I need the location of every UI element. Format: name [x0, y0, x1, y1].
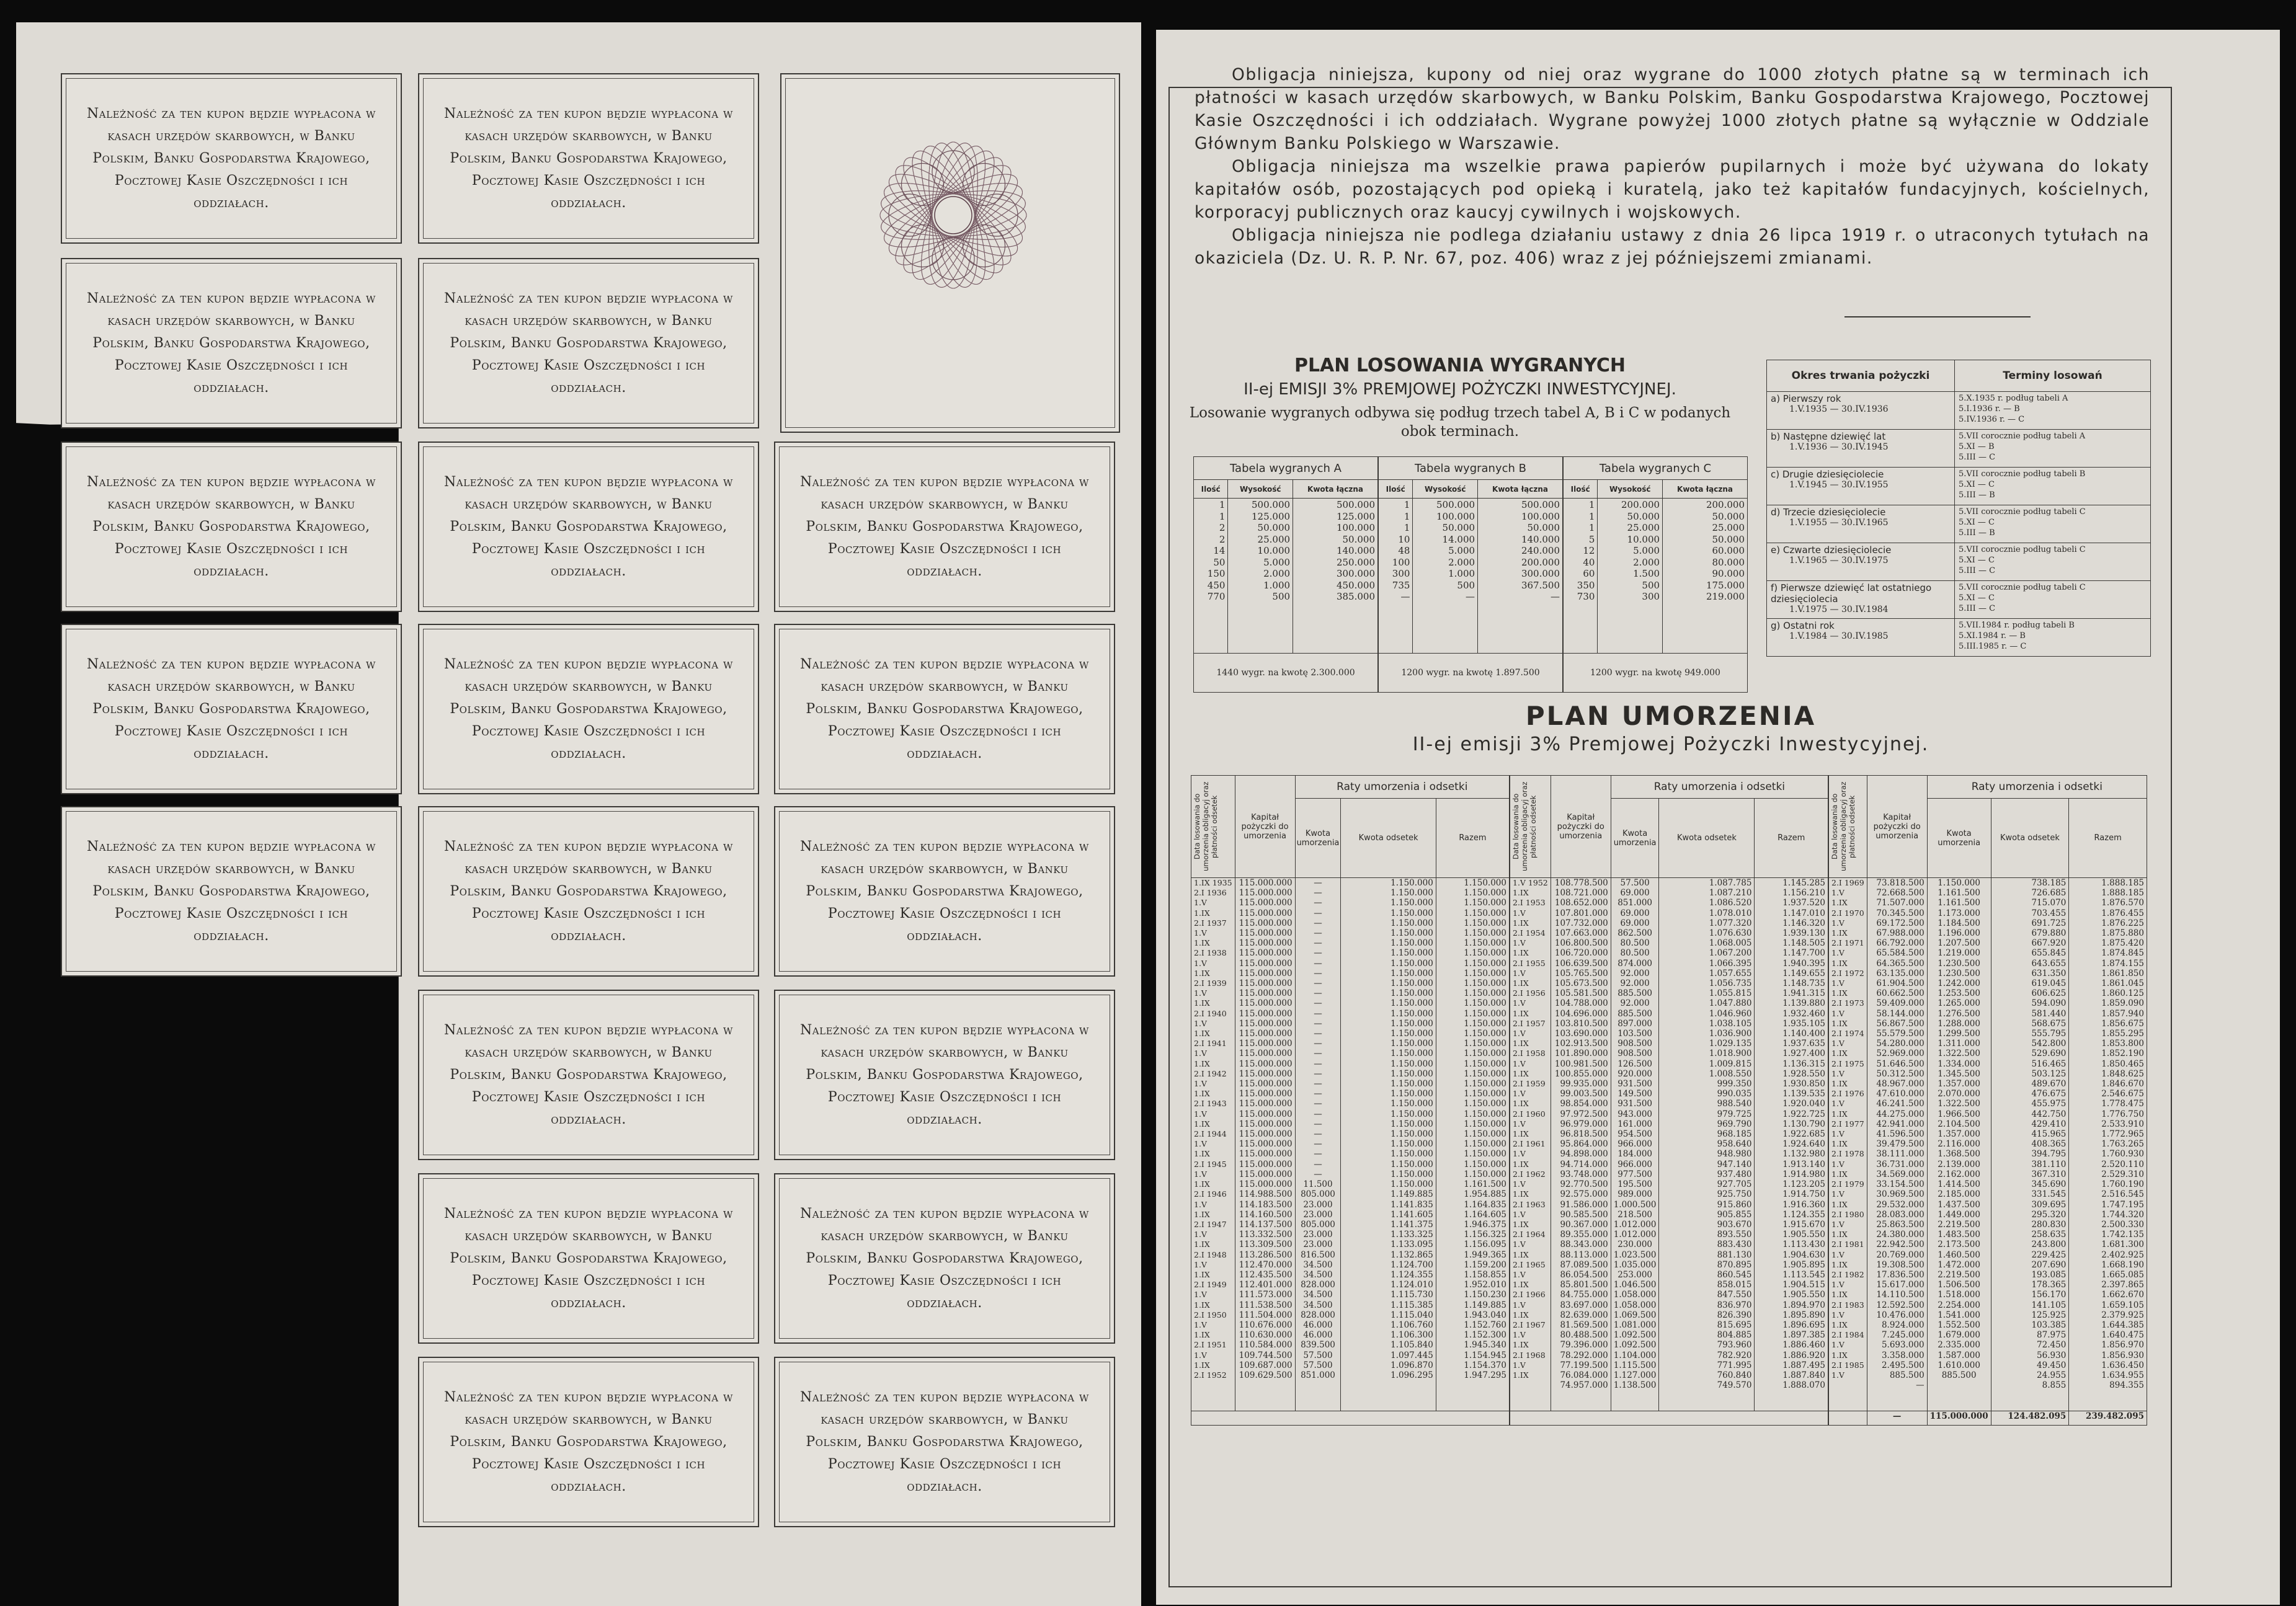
prize-amounts: 500.000 125.000 50.000 25.000 10.000 5.000 2.000 1.000 500: [1228, 499, 1293, 654]
col-interest: Kwota odsetek: [1659, 799, 1755, 878]
coupon-text: Należność za ten kupon będzie wypłacona w kasach urzędów skarbowych, w Banku Polskim, Banku Gospodarstwa Krajowego, Pocztowej Kasie Oszczędności i ich oddziałach.: [800, 838, 1089, 944]
draw-terms: 5.VII corocznie podług tabeli C 5.XI — C 5.III — B: [1955, 505, 2151, 543]
draw-terms: 5.VII corocznie podług tabeli B 5.XI — C 5.III — B: [1955, 468, 2151, 505]
prize-table-caption: Tabela wygranych A: [1194, 457, 1378, 480]
terms-paragraph-3: Obligacja niniejsza nie podlega działaniu ustawy z dnia 26 lipca 1919 r. o utraconych tytułach na okaziciela (Dz. U. R. P. Nr. 67, poz. 406) wraz z jej późniejszemi zmianami.: [1195, 226, 2150, 268]
col-date: Data losowania do umorzenia obligacyj oraz płatności odsetek: [1193, 781, 1219, 872]
col-amort: Kwota umorzenia: [1295, 799, 1341, 878]
guilloche-rosette-icon: [873, 135, 1034, 296]
prize-amounts: 200.000 50.000 25.000 10.000 5.000 2.000 1.500 500 300: [1598, 499, 1663, 654]
dates-column: 2.I 1969 1.V 1.IX 2.I 1970 1.V 1.IX 2.I 1971 1.V 1.IX 2.I 1972 1.V 1.IX 2.I 1973 1.V 1.IX 2.I 1974 1.V 1.IX 2.I 1975 1.V 1.IX 2.I 1976 1.V 1.IX 2.I 1977 1.V 1.IX 2.I 1978 1.V 1.IX 2.I 1979 1.V 1.IX 2.I 1980 1.V 1.IX 2.I 1981 1.V 1.IX 2.I 1982 1.V 1.IX 2.I 1983 1.V 1.IX 2.I 1984 1.V 1.IX 2.I 1985 1.V: [1829, 878, 1867, 1411]
prize-table-footer: 1440 wygr. na kwotę 2.300.000: [1194, 654, 1378, 693]
draw-terms: 5.X.1935 r. podług tabeli A 5.I.1936 r. — B 5.IV.1936 r. — C: [1955, 392, 2151, 430]
period-cell: [1767, 430, 1955, 468]
capital-column: 73.818.500 72.668.500 71.507.000 70.345.500 69.172.500 67.988.000 66.792.000 65.584.500 64.365.500 63.135.000 61.904.500 60.662.500 59.409.000 58.144.000 56.867.500 55.579.500 54.280.000 52.969.000 51.646.500 50.312.500 48.967.000 47.610.000 46.241.500 44.275.000 42.941.000 41.596.500 39.479.500 38.111.000 36.731.000 34.569.000 33.154.500 30.969.500 29.532.000 28.083.000 25.863.500 24.380.000 22.942.500 20.769.000 19.308.500 17.836.500 15.617.000 14.110.500 12.592.500 10.476.000 8.924.000 7.245.000 5.693.000 3.358.000 2.495.500 885.500 —: [1867, 878, 1927, 1411]
amortization-table: [1191, 775, 1510, 1426]
coupon-text: Należność za ten kupon będzie wypłacona w kasach urzędów skarbowych, w Banku Polskim, Banku Gospodarstwa Krajowego, Pocztowej Kasie Oszczędności i ich oddziałach.: [444, 474, 733, 579]
prize-table-caption: Tabela wygranych C: [1564, 457, 1748, 480]
sum-amort: 115.000.000: [1927, 1411, 1991, 1426]
col-total: Razem: [1436, 799, 1509, 878]
col-amount: Wysokość: [1413, 480, 1478, 499]
col-amount: Wysokość: [1598, 480, 1663, 499]
coupon: [418, 1357, 759, 1527]
rosette-panel: [780, 73, 1120, 433]
col-total: Kwota łączna: [1293, 480, 1378, 499]
amort-column: 1.150.000 1.161.500 1.161.500 1.173.000 1.184.500 1.196.000 1.207.500 1.219.000 1.230.500 1.230.500 1.242.000 1.253.500 1.265.000 1.276.500 1.288.000 1.299.500 1.311.000 1.322.500 1.334.000 1.345.500 1.357.000 2.070.000 1.322.500 1.966.500 2.104.500 1.357.000 2.116.000 1.368.500 2.139.000 2.162.000 1.414.500 2.185.000 1.437.500 1.449.000 2.219.500 1.483.500 2.173.500 1.460.500 1.472.000 2.219.500 1.506.500 1.518.000 2.254.000 1.541.000 1.552.500 1.679.000 2.335.000 1.587.000 1.610.000 885.500: [1927, 878, 1991, 1411]
col-capital: Kapitał pożyczki do umorzenia: [1551, 776, 1611, 878]
coupon-border: [66, 263, 397, 424]
coupon: [774, 806, 1115, 977]
coupon: [418, 624, 759, 794]
draw-terms: 5.VII corocznie podług tabeli A 5.XI — B 5.III — C: [1955, 430, 2151, 468]
prize-counts: 1 1 1 10 48 100 300 735 —: [1379, 499, 1413, 654]
coupon-text: Należność za ten kupon będzie wypłacona w kasach urzędów skarbowych, w Banku Polskim, Banku Gospodarstwa Krajowego, Pocztowej Kasie Oszczędności i ich oddziałach.: [87, 656, 376, 761]
period-dates: 1.V.1965 — 30.IV.1975: [1789, 556, 1889, 566]
coupon: [61, 806, 402, 977]
coupon: [774, 1357, 1115, 1527]
schedule-row: [1767, 505, 2151, 543]
period-cell: [1767, 619, 1955, 657]
coupon-text: Należność za ten kupon będzie wypłacona w kasach urzędów skarbowych, w Banku Polskim, Banku Gospodarstwa Krajowego, Pocztowej Kasie Oszczędności i ich oddziałach.: [87, 838, 376, 944]
dates-column: 1.IX 1935 2.I 1936 1.V 1.IX 2.I 1937 1.V 1.IX 2.I 1938 1.V 1.IX 2.I 1939 1.V 1.IX 2.I 1940 1.V 1.IX 2.I 1941 1.V 1.IX 2.I 1942 1.V 1.IX 2.I 1943 1.V 1.IX 2.I 1944 1.V 1.IX 2.I 1945 1.V 1.IX 2.I 1946 1.V 1.IX 2.I 1947 1.V 1.IX 2.I 1948 1.V 1.IX 2.I 1949 1.V 1.IX 2.I 1950 1.V 1.IX 2.I 1951 1.V 1.IX 2.I 1952: [1191, 878, 1235, 1411]
amort-column: — — — — — — — — — — — — — — — — — — — — — — — — — — — — — — 11.500 805.000 23.000 23.000 805.000 23.000 23.000 816.500 34.500 34.500 828.000 34.500 34.500 828.000 46.000 46.000 839.500 57.500 57.500 851.000: [1295, 878, 1341, 1411]
capital-column: 108.778.500 108.721.000 108.652.000 107.801.000 107.732.000 107.663.000 106.800.500 106.720.000 106.639.500 105.765.500 105.673.500 105.581.500 104.788.000 104.696.000 103.810.500 103.690.000 102.913.500 101.890.000 100.981.500 100.855.000 99.935.000 99.003.500 98.854.000 97.972.500 96.979.000 96.818.500 95.864.000 94.898.000 94.714.000 93.748.000 92.770.500 92.575.000 91.586.000 90.585.500 90.367.000 89.355.000 88.343.000 88.113.000 87.089.500 86.054.500 85.801.500 84.755.000 83.697.000 82.639.000 81.569.500 80.488.500 79.396.000 78.292.000 77.199.500 76.084.000 74.957.000: [1551, 878, 1611, 1411]
prize-table-footer: 1200 wygr. na kwotę 949.000: [1564, 654, 1748, 693]
coupon-text: Należność za ten kupon będzie wypłacona w kasach urzędów skarbowych, w Banku Polskim, Banku Gospodarstwa Krajowego, Pocztowej Kasie Oszczędności i ich oddziałach.: [444, 105, 733, 211]
schedule-row: [1767, 430, 2151, 468]
coupon-border: [423, 1362, 754, 1522]
coupon-border: [66, 78, 397, 239]
prize-table-footer: 1200 wygr. na kwotę 1.897.500: [1379, 654, 1563, 693]
coupon-border: [779, 1362, 1110, 1522]
col-date: Data losowania do umorzenia obligacyj oraz płatności odsetek: [1511, 781, 1537, 872]
coupon-text: Należność za ten kupon będzie wypłacona w kasach urzędów skarbowych, w Banku Polskim, Banku Gospodarstwa Krajowego, Pocztowej Kasie Oszczędności i ich oddziałach.: [444, 1389, 733, 1494]
col-rates: Raty umorzenia i odsetki: [1927, 776, 2147, 799]
amortization-title: PLAN UMORZENIA: [1525, 701, 1817, 731]
prize-amounts: 500.000 100.000 50.000 14.000 5.000 2.000 1.000 500 —: [1413, 499, 1478, 654]
col-total: Razem: [2069, 799, 2147, 878]
prize-table-b: [1378, 456, 1563, 693]
prize-table-a: [1193, 456, 1378, 693]
coupon: [418, 73, 759, 244]
draw-terms: 5.VII corocznie podług tabeli C 5.XI — C 5.III — C: [1955, 543, 2151, 581]
terms-text: [1195, 63, 2150, 270]
coupon-text: Należność za ten kupon będzie wypłacona w kasach urzędów skarbowych, w Banku Polskim, Banku Gospodarstwa Krajowego, Pocztowej Kasie Oszczędności i ich oddziałach.: [87, 474, 376, 579]
coupon-border: [423, 995, 754, 1155]
terms-paragraph-1: Obligacja niniejsza, kupony od niej oraz wygrane do 1000 złotych płatne są w terminach ich płatności w kasach urzędów skarbowych, w Banku Polskim, Banku Gospodarstwa Krajowego, Pocztowej Kasie Oszczędności i ich oddziałach. Wygrane powyżej 1000 złotych płatne są wyłącznie w Oddziale Głównym Banku Polskiego w Warszawie.: [1195, 65, 2150, 153]
col-count: Ilość: [1564, 480, 1598, 499]
coupon: [418, 441, 759, 612]
coupon: [61, 624, 402, 794]
col-rates: Raty umorzenia i odsetki: [1295, 776, 1509, 799]
lottery-plan-title: PLAN LOSOWANIA WYGRANYCH: [1294, 355, 1626, 376]
period-dates: 1.V.1935 — 30.IV.1936: [1789, 404, 1889, 414]
coupon-border: [779, 629, 1110, 789]
total-column: 1.888.185 1.888.185 1.876.570 1.876.455 1.876.225 1.875.880 1.875.420 1.874.845 1.874.155 1.861.850 1.861.045 1.860.125 1.859.090 1.857.940 1.856.675 1.855.295 1.853.800 1.852.190 1.850.465 1.848.625 1.846.670 2.546.675 1.778.475 1.776.750 2.533.910 1.772.965 1.763.265 1.760.930 2.520.110 2.529.310 1.760.190 2.516.545 1.747.195 1.744.320 2.500.330 1.742.135 1.681.300 2.402.925 1.668.190 1.665.085 2.397.865 1.662.670 1.659.105 2.379.925 1.644.385 1.640.475 1.856.970 1.856.930 1.636.450 1.634.955 894.355: [2069, 878, 2147, 1411]
prize-table-c: [1563, 456, 1748, 693]
coupon: [774, 990, 1115, 1160]
coupon-text: Należność za ten kupon będzie wypłacona w kasach urzędów skarbowych, w Banku Polskim, Banku Gospodarstwa Krajowego, Pocztowej Kasie Oszczędności i ich oddziałach.: [87, 105, 376, 211]
interest-column: 1.150.000 1.150.000 1.150.000 1.150.000 1.150.000 1.150.000 1.150.000 1.150.000 1.150.000 1.150.000 1.150.000 1.150.000 1.150.000 1.150.000 1.150.000 1.150.000 1.150.000 1.150.000 1.150.000 1.150.000 1.150.000 1.150.000 1.150.000 1.150.000 1.150.000 1.150.000 1.150.000 1.150.000 1.150.000 1.150.000 1.150.000 1.149.885 1.141.835 1.141.605 1.141.375 1.133.325 1.133.095 1.132.865 1.124.700 1.124.355 1.124.010 1.115.730 1.115.385 1.115.040 1.106.760 1.106.300 1.105.840 1.097.445 1.096.870 1.096.295: [1341, 878, 1436, 1411]
period-dates: 1.V.1945 — 30.IV.1955: [1789, 480, 1889, 490]
period-name: d) Trzecie dziesięciolecie: [1771, 507, 1886, 518]
period-name: a) Pierwszy rok: [1771, 393, 1841, 404]
sum-interest: 124.482.095: [1991, 1411, 2069, 1426]
sum-total: 239.482.095: [2069, 1411, 2147, 1426]
coupon-text: Należność za ten kupon będzie wypłacona w kasach urzędów skarbowych, w Banku Polskim, Banku Gospodarstwa Krajowego, Pocztowej Kasie Oszczędności i ich oddziałach.: [800, 1389, 1089, 1494]
col-date: Data losowania do umorzenia obligacyj oraz płatności odsetek: [1830, 781, 1856, 872]
period-cell: [1767, 468, 1955, 505]
coupon: [774, 1173, 1115, 1344]
period-name: b) Następne dziewięć lat: [1771, 431, 1886, 442]
coupon-text: Należność za ten kupon będzie wypłacona w kasach urzędów skarbowych, w Banku Polskim, Banku Gospodarstwa Krajowego, Pocztowej Kasie Oszczędności i ich oddziałach.: [800, 1022, 1089, 1127]
prize-counts: 1 1 2 2 14 50 150 450 770: [1194, 499, 1228, 654]
coupon: [774, 441, 1115, 612]
prize-table-caption: Tabela wygranych B: [1379, 457, 1563, 480]
col-amort: Kwota umorzenia: [1927, 799, 1991, 878]
period-cell: [1767, 543, 1955, 581]
coupon-text: Należność za ten kupon będzie wypłacona w kasach urzędów skarbowych, w Banku Polskim, Banku Gospodarstwa Krajowego, Pocztowej Kasie Oszczędności i ich oddziałach.: [444, 1205, 733, 1311]
interest-column: 738.185 726.685 715.070 703.455 691.725 679.880 667.920 655.845 643.655 631.350 619.045 606.625 594.090 581.440 568.675 555.795 542.800 529.690 516.465 503.125 489.670 476.675 455.975 442.750 429.410 415.965 408.365 394.795 381.110 367.310 345.690 331.545 309.695 295.320 280.830 258.635 243.800 229.425 207.690 193.085 178.365 156.170 141.105 125.925 103.385 87.975 72.450 56.930 49.450 24.955 8.855: [1991, 878, 2069, 1411]
schedule-row: [1767, 543, 2151, 581]
coupon-border: [423, 263, 754, 424]
col-amount: Wysokość: [1228, 480, 1293, 499]
amort-column: 57.500 69.000 851.000 69.000 69.000 862.500 80.500 80.500 874.000 92.000 92.000 885.500 92.000 885.500 897.000 103.500 908.500 908.500 126.500 920.000 931.500 149.500 931.500 943.000 161.000 954.500 966.000 184.000 966.000 977.500 195.500 989.000 1.000.500 218.500 1.012.000 1.012.000 230.000 1.023.500 1.035.000 253.000 1.046.500 1.058.000 1.058.000 1.069.500 1.081.000 1.092.500 1.092.500 1.104.000 1.115.500 1.127.000 1.138.500: [1611, 878, 1659, 1411]
coupon-border: [423, 629, 754, 789]
dates-column: 1.V 1952 1.IX 2.I 1953 1.V 1.IX 2.I 1954 1.V 1.IX 2.I 1955 1.V 1.IX 2.I 1956 1.V 1.IX 2.I 1957 1.V 1.IX 2.I 1958 1.V 1.IX 2.I 1959 1.V 1.IX 2.I 1960 1.V 1.IX 2.I 1961 1.V 1.IX 2.I 1962 1.V 1.IX 2.I 1963 1.V 1.IX 2.I 1964 1.V 1.IX 2.I 1965 1.V 1.IX 2.I 1966 1.V 1.IX 2.I 1967 1.V 1.IX 2.I 1968 1.V 1.IX: [1510, 878, 1551, 1411]
coupon: [418, 806, 759, 977]
rosette-border: [785, 78, 1115, 428]
coupon-text: Należność za ten kupon będzie wypłacona w kasach urzędów skarbowych, w Banku Polskim, Banku Gospodarstwa Krajowego, Pocztowej Kasie Oszczędności i ich oddziałach.: [800, 656, 1089, 761]
coupon-border: [66, 446, 397, 607]
period-cell: [1767, 505, 1955, 543]
total-column: 1.145.285 1.156.210 1.937.520 1.147.010 1.146.320 1.939.130 1.148.505 1.147.700 1.940.395 1.149.655 1.148.735 1.941.315 1.139.880 1.932.460 1.935.105 1.140.400 1.937.635 1.927.400 1.136.315 1.928.550 1.930.850 1.139.535 1.920.040 1.922.725 1.130.790 1.922.685 1.924.640 1.132.980 1.913.140 1.914.980 1.123.205 1.914.750 1.916.360 1.124.355 1.915.670 1.905.550 1.113.430 1.904.630 1.905.895 1.113.545 1.904.515 1.905.550 1.894.970 1.895.890 1.896.695 1.897.385 1.886.460 1.886.920 1.887.495 1.887.840 1.888.070: [1755, 878, 1828, 1411]
coupon: [418, 258, 759, 428]
total-column: 1.150.000 1.150.000 1.150.000 1.150.000 1.150.000 1.150.000 1.150.000 1.150.000 1.150.000 1.150.000 1.150.000 1.150.000 1.150.000 1.150.000 1.150.000 1.150.000 1.150.000 1.150.000 1.150.000 1.150.000 1.150.000 1.150.000 1.150.000 1.150.000 1.150.000 1.150.000 1.150.000 1.150.000 1.150.000 1.150.000 1.161.500 1.954.885 1.164.835 1.164.605 1.946.375 1.156.325 1.156.095 1.949.365 1.159.200 1.158.855 1.952.010 1.150.230 1.149.885 1.943.040 1.152.760 1.152.300 1.945.340 1.154.945 1.154.370 1.947.295: [1436, 878, 1509, 1411]
period-cell: [1767, 392, 1955, 430]
amortization-heading: [1156, 701, 2186, 755]
coupon-text: Należność za ten kupon będzie wypłacona w kasach urzędów skarbowych, w Banku Polskim, Banku Gospodarstwa Krajowego, Pocztowej Kasie Oszczędności i ich oddziałach.: [800, 474, 1089, 579]
draw-terms: 5.VII corocznie podług tabeli C 5.XI — C 5.III — C: [1955, 581, 2151, 619]
coupon-text: Należność za ten kupon będzie wypłacona w kasach urzędów skarbowych, w Banku Polskim, Banku Gospodarstwa Krajowego, Pocztowej Kasie Oszczędności i ich oddziałach.: [444, 1022, 733, 1127]
period-dates: 1.V.1975 — 30.IV.1984: [1789, 605, 1889, 614]
coupon: [418, 1173, 759, 1344]
amortization-subtitle: II-ej emisji 3% Premjowej Pożyczki Inwestycyjnej.: [1412, 734, 1929, 755]
lottery-plan-heading: [1175, 355, 1745, 441]
prize-totals: 200.000 50.000 25.000 50.000 60.000 80.000 90.000 175.000 219.000: [1663, 499, 1748, 654]
col-count: Ilość: [1194, 480, 1228, 499]
amortization-table: [1510, 775, 1828, 1426]
schedule-rows: [1767, 392, 2151, 657]
coupon-border: [779, 811, 1110, 972]
capital-column: 115.000.000 115.000.000 115.000.000 115.000.000 115.000.000 115.000.000 115.000.000 115.000.000 115.000.000 115.000.000 115.000.000 115.000.000 115.000.000 115.000.000 115.000.000 115.000.000 115.000.000 115.000.000 115.000.000 115.000.000 115.000.000 115.000.000 115.000.000 115.000.000 115.000.000 115.000.000 115.000.000 115.000.000 115.000.000 115.000.000 115.000.000 114.988.500 114.183.500 114.160.500 114.137.500 113.332.500 113.309.500 113.286.500 112.470.000 112.435.500 112.401.000 111.573.000 111.538.500 111.504.000 110.676.000 110.630.000 110.584.000 109.744.500 109.687.000 109.629.500: [1235, 878, 1295, 1411]
col-total: Kwota łączna: [1663, 480, 1748, 499]
prize-totals: 500.000 125.000 100.000 50.000 140.000 250.000 300.000 450.000 385.000: [1293, 499, 1378, 654]
col-count: Ilość: [1379, 480, 1413, 499]
schedule-row: [1767, 392, 2151, 430]
coupon-border: [423, 446, 754, 607]
terms-paragraph-2: Obligacja niniejsza ma wszelkie prawa papierów pupilarnych i może być używana do lokaty kapitałów osób, pozostających pod opieką i kuratelą, jako też kapitałów fundacyjnych, kościelnych, korporacyj publicznych oraz kaucyj cywilnych i wojskowych.: [1195, 157, 2150, 222]
period-cell: [1767, 581, 1955, 619]
col-amort: Kwota umorzenia: [1611, 799, 1659, 878]
coupon-text: Należność za ten kupon będzie wypłacona w kasach urzędów skarbowych, w Banku Polskim, Banku Gospodarstwa Krajowego, Pocztowej Kasie Oszczędności i ich oddziałach.: [87, 290, 376, 396]
period-dates: 1.V.1984 — 30.IV.1985: [1789, 631, 1889, 641]
period-dates: 1.V.1936 — 30.IV.1945: [1789, 442, 1889, 452]
col-terms: Terminy losowań: [1955, 360, 2151, 392]
schedule-row: [1767, 468, 2151, 505]
draw-terms: 5.VII.1984 r. podług tabeli B 5.XI.1984 r. — B 5.III.1985 r. — C: [1955, 619, 2151, 657]
period-dates: 1.V.1955 — 30.IV.1965: [1789, 518, 1889, 528]
lottery-plan-subtitle: II-ej EMISJI 3% PREMJOWEJ POŻYCZKI INWESTYCYJNEJ.: [1244, 380, 1676, 399]
coupon-border: [423, 811, 754, 972]
col-total: Razem: [1755, 799, 1828, 878]
coupon: [418, 990, 759, 1160]
col-interest: Kwota odsetek: [1341, 799, 1436, 878]
coupon: [61, 441, 402, 612]
prize-totals: 500.000 100.000 50.000 140.000 240.000 200.000 300.000 367.500 —: [1478, 499, 1563, 654]
col-capital: Kapitał pożyczki do umorzenia: [1867, 776, 1927, 878]
coupon-border: [779, 1178, 1110, 1339]
interest-column: 1.087.785 1.087.210 1.086.520 1.078.010 1.077.320 1.076.630 1.068.005 1.067.200 1.066.395 1.057.655 1.056.735 1.055.815 1.047.880 1.046.960 1.038.105 1.036.900 1.029.135 1.018.900 1.009.815 1.008.550 999.350 990.035 988.540 979.725 969.790 968.185 958.640 948.980 947.140 937.480 927.705 925.750 915.860 905.855 903.670 893.550 883.430 881.130 870.895 860.545 858.015 847.550 836.970 826.390 815.695 804.885 793.960 782.920 771.995 760.840 749.570: [1659, 878, 1755, 1411]
coupon-border: [423, 78, 754, 239]
amortization-table: Data losowania do umorzenia obligacyj oraz płatności odsetek Kapitał pożyczki do umorzenia Raty umorzenia i odsetki Kwota umorzenia Kwota odsetek Razem 2.I 1969 1.V 1.IX 2.I 1970 1.V 1.IX 2.I 1971 1.V 1.IX 2.I 1972 1.V 1.IX 2.I 1973 1.V 1.IX 2.I 1974 1.V 1.IX 2.I 1975 1.V 1.IX 2.I 1976 1.V 1.IX 2.I 1977 1.V 1.IX 2.I 1978 1.V 1.IX 2.I 1979 1.V 1.IX 2.I 1980 1.V 1.IX 2.I 1981 1.V 1.IX 2.I 1982 1.V 1.IX 2.I 1983 1.V 1.IX 2.I 1984 1.V 1.IX 2.I 1985 1.V 73.818.500 72.668.500 71.507.000 70.345.500 69.172.500 67.988.000 66.792.000 65.584.500 64.365.500 63.135.000 61.904.500 60.662.500 59.409.000 58.144.000 56.867.500 55.579.500 54.280.000 52.969.000 51.646.500 50.312.500 48.967.000 47.610.000 46.241.500 44.275.000 42.941.000 41.596.500 39.479.500 38.111.000 36.731.000 34.569.000 33.154.500 30.969.500 29.532.000 28.083.000 25.863.500 24.380.000 22.942.500 20.769.000 19.308.500 17.836.500 15.617.000 14.110.500 12.592.500 10.476.000 8.924.000 7.245.000 5.693.000 3.358.000 2.495.500 885.500 — 1.150.000 1.161.500 1.161.500 1.173.000 1.184.500 1.196.000 1.207.500 1.219.000 1.230.500 1.230.500 1.242.000 1.253.500 1.265.000 1.276.500 1.288.000 1.299.500 1.311.000 1.322.500 1.334.000 1.345.500 1.357.000 2.070.000 1.322.500 1.966.500 2.104.500 1.357.000 2.116.000 1.368.500 2.139.000 2.162.000 1.414.500 2.185.000 1.437.500 1.449.000 2.219.500 1.483.500 2.173.500 1.460.500 1.472.000 2.219.500 1.506.500 1.518.000 2.254.000 1.541.000 1.552.500 1.679.000 2.335.000 1.587.000 1.610.000 885.500 738.185 726.685 715.070 703.455 691.725 679.880 667.920 655.845 643.655 631.350 619.045 606.625 594.090 581.440 568.675 555.795 542.800 529.690 516.465 503.125 489.670 476.675 455.975 442.750 429.410 415.965 408.365 394.795 381.110 367.310 345.690 331.545 309.695 295.320 280.830 258.635 243.800 229.425 207.690 193.085 178.365 156.170 141.105 125.925 103.385 87.975 72.450 56.930 49.450 24.955 8.855 1.888.185 1.888.185 1.876.570 1.876.455 1.876.225 1.875.880 1.875.420 1.874.845 1.874.155 1.861.850 1.861.045 1.860.125 1.859.090 1.857.940 1.856.675 1.855.295 1.853.800 1.852.190 1.850.465 1.848.625 1.846.670 2.546.675 1.778.475 1.776.750 2.533.910 1.772.965 1.763.265 1.760.930 2.520.110 2.529.310 1.760.190 2.516.545 1.747.195 1.744.320 2.500.330 1.742.135 1.681.300 2.402.925 1.668.190 1.665.085 2.397.865 1.662.670 1.659.105 2.379.925 1.644.385 1.640.475 1.856.970 1.856.930 1.636.450 1.634.955 894.355 — 115.000.000 124.482.095 239.482.095: [1828, 775, 2147, 1426]
coupon: [61, 258, 402, 428]
coupon-border: [423, 1178, 754, 1339]
coupon: [774, 624, 1115, 794]
col-capital: Kapitał pożyczki do umorzenia: [1235, 776, 1295, 878]
period-name: e) Czwarte dziesięciolecie: [1771, 544, 1892, 556]
col-interest: Kwota odsetek: [1991, 799, 2069, 878]
coupon-border: [66, 629, 397, 789]
period-name: g) Ostatni rok: [1771, 620, 1835, 631]
period-name: c) Drugie dziesięciolecie: [1771, 469, 1884, 480]
divider: [1844, 316, 2031, 317]
prize-counts: 1 1 1 5 12 40 60 350 730: [1564, 499, 1598, 654]
coupon: [61, 73, 402, 244]
period-name: f) Pierwsze dziewięć lat ostatniego dziesięciolecia: [1771, 582, 1932, 605]
coupon-border: [779, 995, 1110, 1155]
coupon-border: [779, 446, 1110, 607]
lottery-plan-note: Losowanie wygranych odbywa się podług trzech tabel A, B i C w podanych obok terminach.: [1189, 405, 1731, 440]
coupon-text: Należność za ten kupon będzie wypłacona w kasach urzędów skarbowych, w Banku Polskim, Banku Gospodarstwa Krajowego, Pocztowej Kasie Oszczędności i ich oddziałach.: [800, 1205, 1089, 1311]
schedule-row: [1767, 619, 2151, 657]
bond-terms-sheet: [1156, 30, 2280, 1605]
coupon-text: Należność za ten kupon będzie wypłacona w kasach urzędów skarbowych, w Banku Polskim, Banku Gospodarstwa Krajowego, Pocztowej Kasie Oszczędności i ich oddziałach.: [444, 656, 733, 761]
coupon-text: Należność za ten kupon będzie wypłacona w kasach urzędów skarbowych, w Banku Polskim, Banku Gospodarstwa Krajowego, Pocztowej Kasie Oszczędności i ich oddziałach.: [444, 838, 733, 944]
draw-schedule-table: [1766, 360, 2151, 657]
schedule-row: [1767, 581, 2151, 619]
coupon-text: Należność za ten kupon będzie wypłacona w kasach urzędów skarbowych, w Banku Polskim, Banku Gospodarstwa Krajowego, Pocztowej Kasie Oszczędności i ich oddziałach.: [444, 290, 733, 396]
col-period: Okres trwania pożyczki: [1767, 360, 1955, 392]
col-total: Kwota łączna: [1478, 480, 1563, 499]
col-rates: Raty umorzenia i odsetki: [1611, 776, 1828, 799]
coupon-border: [66, 811, 397, 972]
